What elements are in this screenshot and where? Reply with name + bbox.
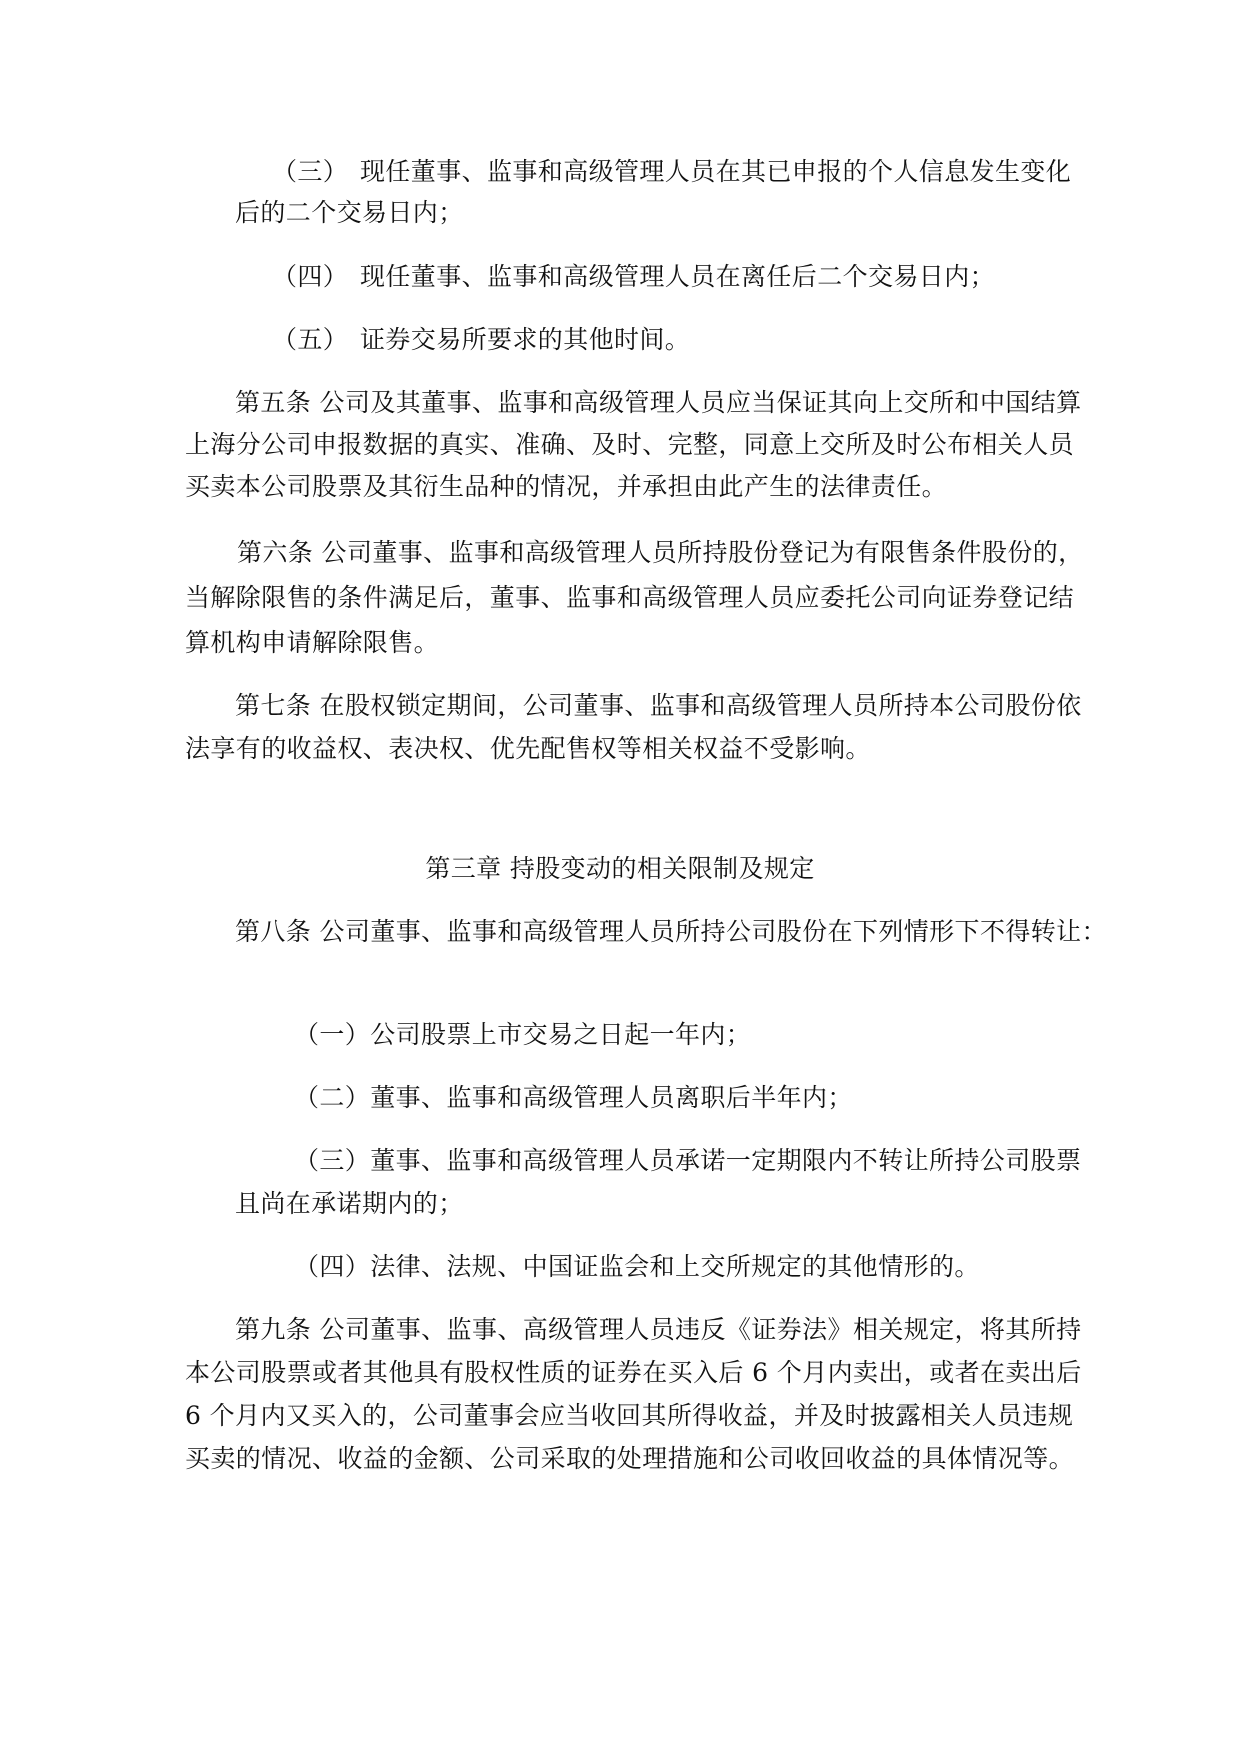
restriction-item-4: （四）法律、法规、中国证监会和上交所规定的其他情形的。 [294, 1252, 980, 1281]
item-3-text: 现任董事、监事和高级管理人员在其已申报的个人信息发生变化 [360, 157, 1072, 186]
item-3-line-2: 后的二个交易日内； [235, 198, 464, 227]
article-6-line-1: 第六条 公司董事、监事和高级管理人员所持股份登记为有限售条件股份的， [237, 538, 1084, 567]
article-9-line-4: 买卖的情况、收益的金额、公司采取的处理措施和公司收回收益的具体情况等。 [185, 1444, 1075, 1473]
item-5-line [272, 323, 690, 357]
article-7-line-2: 法享有的收益权、表决权、优先配售权等相关权益不受影响。 [185, 734, 871, 763]
restriction-item-2: （二）董事、监事和高级管理人员离职后半年内； [294, 1083, 853, 1112]
item-4-text: 现任董事、监事和高级管理人员在离任后二个交易日内； [360, 262, 996, 291]
item-5-text: 证券交易所要求的其他时间。 [360, 325, 691, 354]
item-4-marker: （四） [272, 262, 349, 291]
restriction-item-3-line-2: 且尚在承诺期内的； [235, 1189, 464, 1218]
article-5-line-3: 买卖本公司股票及其衍生品种的情况，并承担由此产生的法律责任。 [185, 472, 948, 501]
article-9-line-3: 6 个月内又买入的，公司董事会应当收回其所得收益，并及时披露相关人员违规 [185, 1401, 1074, 1430]
article-9-line-2: 本公司股票或者其他具有股权性质的证券在买入后 6 个月内卖出，或者在卖出后 [185, 1358, 1082, 1387]
article-6-line-2: 当解除限售的条件满足后，董事、监事和高级管理人员应委托公司向证券登记结 [185, 583, 1075, 612]
restriction-item-1: （一）公司股票上市交易之日起一年内； [294, 1020, 752, 1049]
item-3-marker: （三） [272, 157, 349, 186]
chapter-title: 第三章 持股变动的相关限制及规定 [425, 854, 815, 883]
article-8-line: 第八条 公司董事、监事和高级管理人员所持公司股份在下列情形下不得转让： [235, 917, 1107, 946]
article-6-line-3: 算机构申请解除限售。 [185, 628, 440, 657]
article-9-line-1: 第九条 公司董事、监事、高级管理人员违反《证券法》相关规定，将其所持 [235, 1315, 1082, 1344]
article-5-line-2: 上海分公司申报数据的真实、准确、及时、完整，同意上交所及时公布相关人员 [185, 430, 1075, 459]
article-5-line-1: 第五条 公司及其董事、监事和高级管理人员应当保证其向上交所和中国结算 [235, 388, 1082, 417]
item-5-marker: （五） [272, 325, 349, 354]
article-7-line-1: 第七条 在股权锁定期间，公司董事、监事和高级管理人员所持本公司股份依 [235, 691, 1082, 720]
item-4-line [272, 260, 995, 294]
item-3-line-1 [272, 155, 1071, 189]
restriction-item-3-line-1: （三）董事、监事和高级管理人员承诺一定期限内不转让所持公司股票 [294, 1146, 1082, 1175]
